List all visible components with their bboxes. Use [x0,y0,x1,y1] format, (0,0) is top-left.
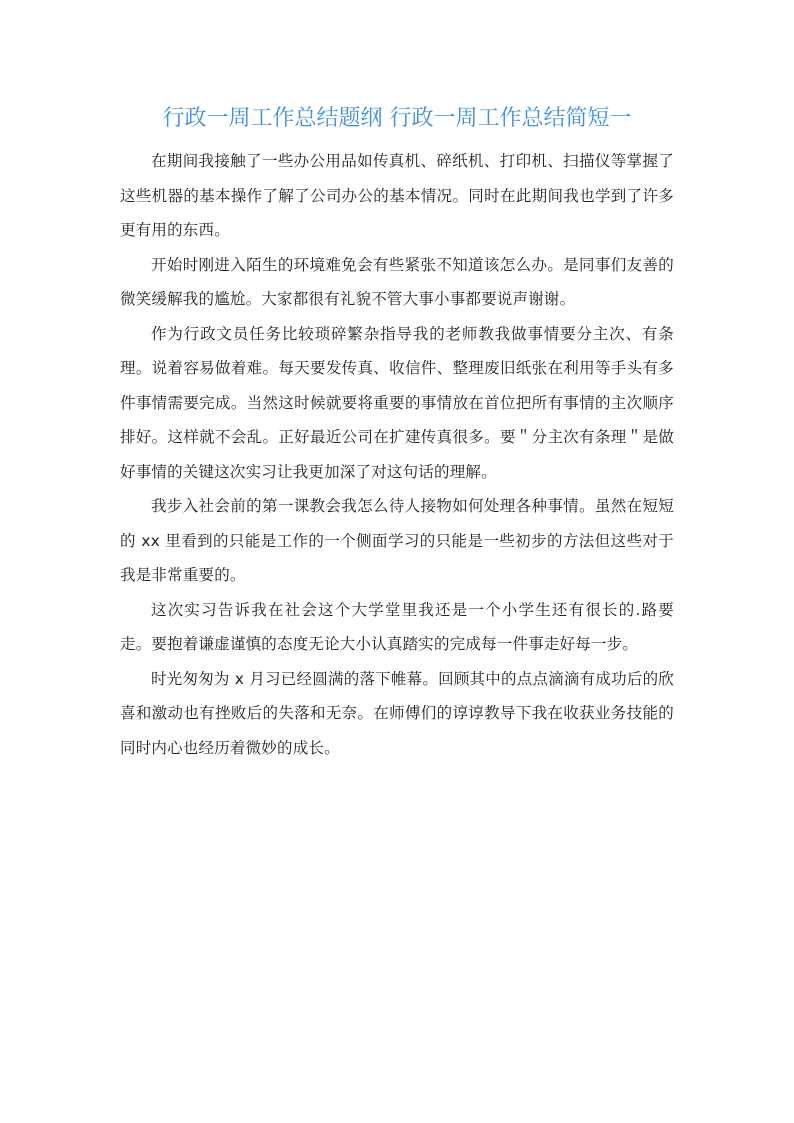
paragraph-3: 作为行政文员任务比较琐碎繁杂指导我的老师教我做事情要分主次、有条理。说着容易做着难。每天要发传真、收信件、整理废旧纸张在利用等手头有多件事情需要完成。当然这时候就要将重要的事情放在首位把所有事情的主次顺序排好。这样就不会乱。正好最近公司在扩建传真很多。要＂分主次有条理＂是做好事情的关键这次实习让我更加深了对这句话的理解。 [120,324,674,481]
paragraph-1: 在期间我接触了一些办公用品如传真机、碎纸机、打印机、扫描仪等掌握了这些机器的基本操作了解了公司办公的基本情况。同时在此期间我也学到了许多更有用的东西。 [120,152,674,239]
document-body [120,144,674,765]
paragraph-6: 时光匆匆为 x 月习已经圆满的落下帷幕。回顾其中的点点滴滴有成功后的欣喜和激动也有挫败后的失落和无奈。在师傅们的谆谆教导下我在收获业务技能的同时内心也经历着微妙的成长。 [120,669,674,757]
paragraph-5: 这次实习告诉我在社会这个大学堂里我还是一个小学生还有很长的.路要走。要抱着谦虚谨慎的态度无论大小认真踏实的完成每一件事走好每一步。 [120,600,674,653]
paragraph-4: 我步入社会前的第一课教会我怎么待人接物如何处理各种事情。虽然在短短的 xx 里看到的只能是工作的一个侧面学习的只能是一些初步的方法但这些对于我是非常重要的。 [120,497,674,584]
paragraph-2: 开始时刚进入陌生的环境难免会有些紧张不知道该怎么办。是同事们友善的微笑缓解我的尴尬。大家都很有礼貌不管大事小事都要说声谢谢。 [120,255,674,308]
document-title: 行政一周工作总结题纲 行政一周工作总结简短一 [162,106,632,131]
